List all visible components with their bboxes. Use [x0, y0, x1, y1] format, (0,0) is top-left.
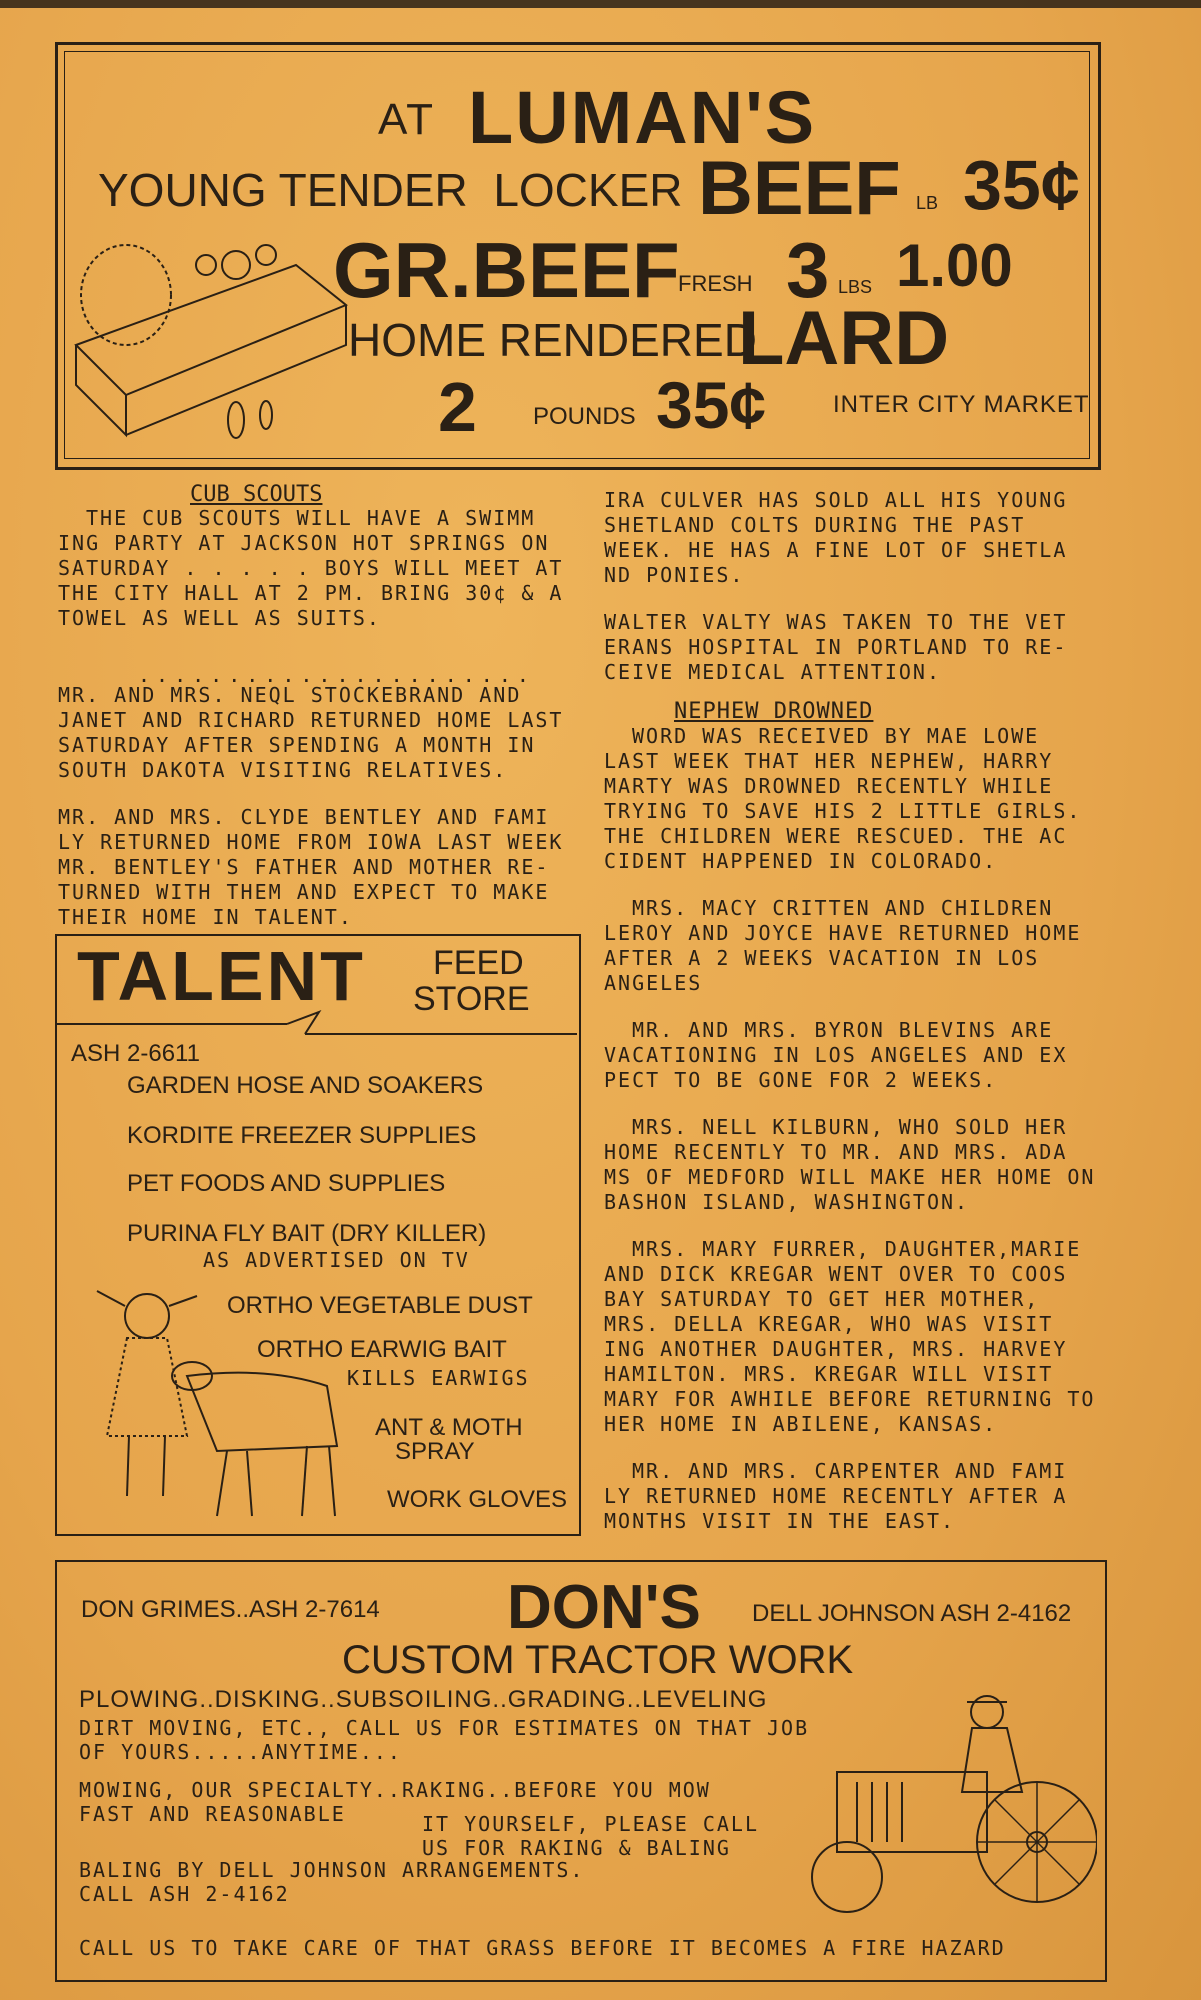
young-tender-locker: YOUNG TENDER LOCKER: [98, 164, 683, 216]
services-line-8: CALL ASH 2-4162: [79, 1882, 290, 1906]
beef-label: BEEF: [698, 146, 901, 231]
cub-scouts-text: THE CUB SCOUTS WILL HAVE A SWIMM ING PARTY AT JACKSON HOT SPRINGS ON SATURDAY . . . . . BOYS WILL MEET AT THE CITY HALL AT 2 PM. BRING 30¢ & A TOWEL AS WELL AS SUITS.: [58, 506, 564, 630]
lbs-unit: LBS: [838, 277, 873, 297]
services-line-7: BALING BY DELL JOHNSON ARRANGEMENTS.: [79, 1858, 585, 1882]
services-line-1: PLOWING..DISKING..SUBSOILING..GRADING..LEVELING: [79, 1686, 768, 1713]
carpenter-text: MR. AND MRS. CARPENTER AND FAMI LY RETURNED HOME RECENTLY AFTER A MONTHS VISIT IN THE EAST.: [604, 1459, 1068, 1533]
talent-feed-store-ad: [55, 934, 581, 1536]
talent-item-1: GARDEN HOSE AND SOAKERS: [127, 1072, 484, 1099]
tractor-illustration: [787, 1682, 1097, 1932]
pounds-label: POUNDS: [533, 403, 636, 430]
ground-beef-price: 1.00: [896, 232, 1013, 299]
bentley-text: MR. AND MRS. CLYDE BENTLEY AND FAMI LY RETURNED HOME FROM IOWA LAST WEEK MR. BENTLEY'S FATHER AND MOTHER RE- TURNED WITH THEM AND EXPECT TO MAKE THEIR HOME IN TALENT.: [58, 805, 564, 929]
luman-name: LUMAN'S: [468, 76, 817, 159]
culver-text: IRA CULVER HAS SOLD ALL HIS YOUNG SHETLAND COLTS DURING THE PAST WEEK. HE HAS A FINE LOT OF SHETLA ND PONIES.: [604, 488, 1068, 587]
at-label: AT: [378, 95, 435, 144]
dons-name: DON'S: [507, 1573, 701, 1642]
valty-text: WALTER VALTY WAS TAKEN TO THE VET ERANS HOSPITAL IN PORTLAND TO RE- CEIVE MEDICAL ATTENTION.: [604, 610, 1068, 684]
left-column-text: [58, 506, 586, 952]
ground-beef-qty: 3: [786, 226, 830, 314]
store-label: STORE: [413, 980, 530, 1018]
don-grimes-contact: DON GRIMES..ASH 2-7614: [81, 1596, 380, 1623]
top-border: [0, 0, 1201, 8]
blevins-text: MR. AND MRS. BYRON BLEVINS ARE VACATIONING IN LOS ANGELES AND EX PECT TO BE GONE FOR 2 WEEKS.: [604, 1018, 1068, 1092]
services-line-2: DIRT MOVING, ETC., CALL US FOR ESTIMATES ON THAT JOB: [79, 1716, 810, 1740]
talent-item-8: WORK GLOVES: [387, 1486, 568, 1513]
talent-phone: ASH 2-6611: [71, 1040, 200, 1067]
dell-johnson-contact: DELL JOHNSON ASH 2-4162: [752, 1600, 1072, 1627]
talent-item-7b: SPRAY: [395, 1438, 475, 1465]
custom-tractor-work: CUSTOM TRACTOR WORK: [342, 1638, 854, 1682]
furrer-text: MRS. MARY FURRER, DAUGHTER,MARIE AND DICK KREGAR WENT OVER TO COOS BAY SATURDAY TO GET HER MOTHER, MRS. DELLA KREGAR, WHO WAS VISIT ING ANOTHER DAUGHTER, MRS. HARVEY HAMILTON. MRS. KREGAR WILL VISIT MARY FOR AWHILE BEFORE RETURNING TO HER HOME IN ABILENE, KANSAS.: [604, 1237, 1096, 1436]
meat-tray-illustration: [66, 225, 366, 455]
critten-text: MRS. MACY CRITTEN AND CHILDREN LEROY AND JOYCE HAVE RETURNED HOME AFTER A 2 WEEKS VACATION IN LOS ANGELES: [604, 896, 1082, 995]
talent-item-4-note: AS ADVERTISED ON TV: [203, 1248, 470, 1272]
talent-item-4: PURINA FLY BAIT (DRY KILLER): [127, 1220, 487, 1247]
services-line-5b: IT YOURSELF, PLEASE CALL: [422, 1812, 759, 1836]
services-line-6: US FOR RAKING & BALING: [422, 1836, 731, 1860]
talent-item-6: ORTHO EARWIG BAIT: [257, 1336, 507, 1363]
nephew-drowned-heading: NEPHEW DROWNED: [674, 699, 874, 724]
talent-item-3: PET FOODS AND SUPPLIES: [127, 1170, 446, 1197]
two-label: 2: [438, 368, 477, 446]
girl-and-calf-illustration: [67, 1276, 367, 1526]
talent-item-2: KORDITE FREEZER SUPPLIES: [127, 1122, 477, 1149]
stockebrand-text: MR. AND MRS. NEQL STOCKEBRAND AND JANET AND RICHARD RETURNED HOME LAST SATURDAY AFTER SPENDING A MONTH IN SOUTH DAKOTA VISITING RELATIVES.: [58, 683, 564, 782]
feed-label: FEED: [433, 944, 524, 982]
services-line-3: OF YOURS.....ANYTIME...: [79, 1740, 402, 1764]
services-line-4: MOWING, OUR SPECIALTY..RAKING..BEFORE YOU MOW: [79, 1778, 711, 1802]
inter-city-market: INTER CITY MARKET: [833, 391, 1090, 418]
talent-item-5: ORTHO VEGETABLE DUST: [227, 1292, 533, 1319]
separator-dots: ......................: [138, 663, 535, 687]
fresh-label: FRESH: [678, 271, 753, 296]
beef-price: 35¢: [963, 146, 1080, 224]
fire-hazard-footer: CALL US TO TAKE CARE OF THAT GRASS BEFORE IT BECOMES A FIRE HAZARD: [79, 1936, 1006, 1960]
talent-item-6-note: KILLS EARWIGS: [347, 1366, 530, 1390]
talent-item-7: ANT & MOTH: [375, 1414, 523, 1441]
lard-label: LARD: [738, 296, 950, 381]
lowe-text: WORD WAS RECEIVED BY MAE LOWE LAST WEEK THAT HER NEPHEW, HARRY MARTY WAS DROWNED RECENTLY WHILE TRYING TO SAVE HIS 2 LITTLE GIRLS. THE CHILDREN WERE RESCUED. THE AC CIDENT HAPPENED IN COLORADO.: [604, 724, 1082, 873]
kilburn-text: MRS. NELL KILBURN, WHO SOLD HER HOME RECENTLY TO MR. AND MRS. ADA MS OF MEDFORD WILL MAKE HER HOME ON BASHON ISLAND, WASHINGTON.: [604, 1115, 1096, 1214]
services-line-5a: FAST AND REASONABLE: [79, 1802, 346, 1826]
home-rendered: HOME RENDERED: [348, 314, 757, 366]
lard-price: 35¢: [656, 368, 767, 442]
talent-name: TALENT: [77, 937, 366, 1015]
right-column-text: [604, 488, 1109, 1556]
luman-ad: [55, 42, 1101, 470]
lb-unit: LB: [916, 193, 939, 213]
cub-scouts-heading: CUB SCOUTS: [190, 482, 323, 507]
ground-beef-label: GR.BEEF: [333, 226, 680, 314]
dons-tractor-ad: [55, 1560, 1107, 1982]
